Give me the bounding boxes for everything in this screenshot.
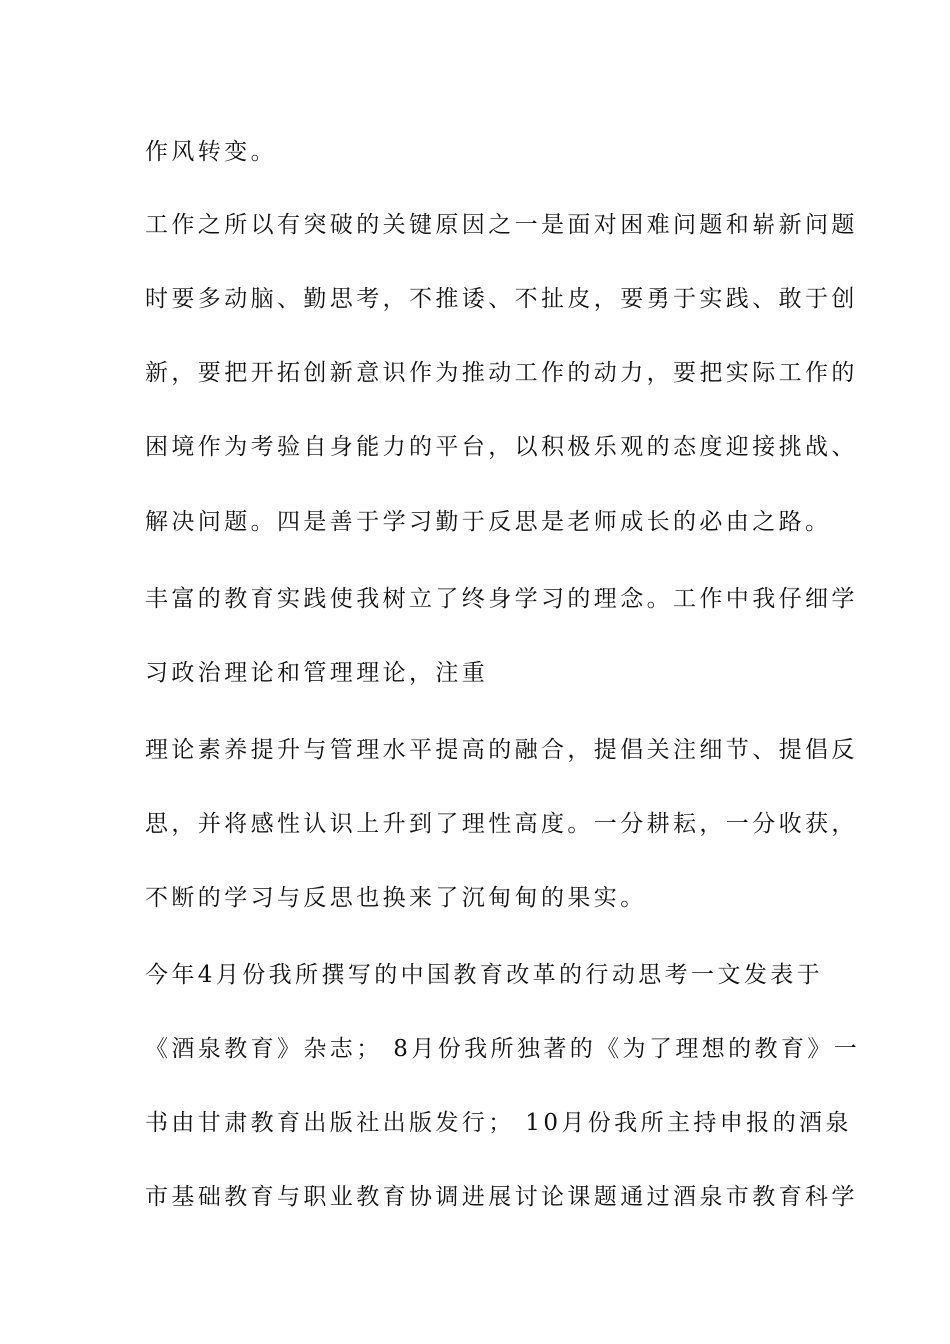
text-line-8: 习政治理论和管理理论，注重 <box>145 660 489 686</box>
text-line-12: 今年4月份我所撰写的中国教育改革的行动思考一文发表于 <box>145 962 824 988</box>
text-line-7: 丰富的教育实践使我树立了终身学习的理念。工作中我仔细学 <box>145 586 858 612</box>
text-line-4: 新，要把开拓创新意识作为推动工作的动力，要把实际工作的 <box>145 360 858 386</box>
text-line-3: 时要多动脑、勤思考，不推诿、不扯皮，要勇于实践、敢于创 <box>145 286 858 312</box>
text-line-9: 理论素养提升与管理水平提高的融合，提倡关注细节、提倡反 <box>145 737 858 763</box>
text-line-14: 书由甘肃教育出版社出版发行； 10月份我所主持申报的酒泉 <box>145 1110 852 1136</box>
text-line-13: 《酒泉教育》杂志； 8月份我所独著的《为了理想的教育》一 <box>145 1036 861 1062</box>
text-line-1: 作风转变。 <box>145 139 277 165</box>
text-line-6: 解决问题。四是善于学习勤于反思是老师成长的必由之路。 <box>145 509 832 535</box>
text-line-2: 工作之所以有突破的关键原因之一是面对困难问题和崭新问题 <box>145 212 858 238</box>
text-line-15: 市基础教育与职业教育协调进展讨论课题通过酒泉市教育科学 <box>145 1184 858 1210</box>
text-line-11: 不断的学习与反思也换来了沉甸甸的果实。 <box>145 885 647 911</box>
text-line-5: 困境作为考验自身能力的平台，以积极乐观的态度迎接挑战、 <box>145 434 858 460</box>
text-line-10: 思，并将感性认识上升到了理性高度。一分耕耘，一分收获， <box>145 811 858 837</box>
